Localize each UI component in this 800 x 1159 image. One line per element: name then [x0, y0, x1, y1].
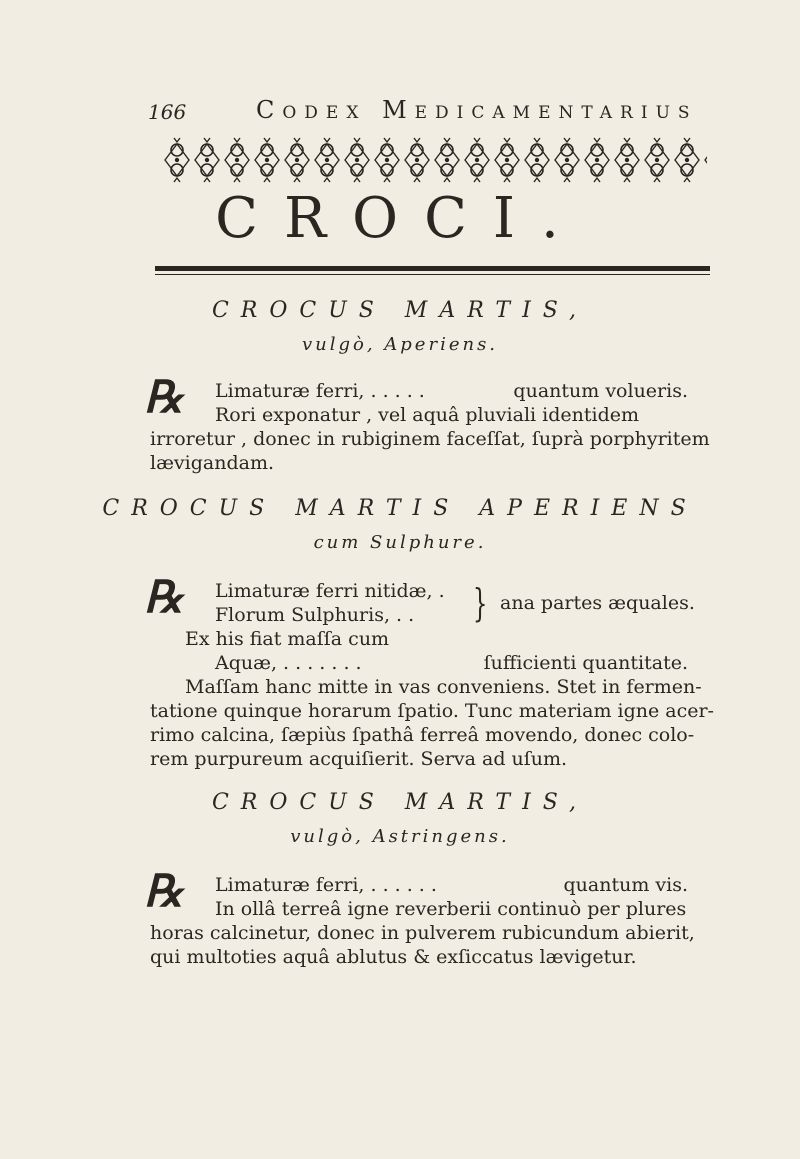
- entry2-line5: Maſſam hanc mitte in vas conveniens. Stet in fermen-: [185, 676, 702, 698]
- entry2-line7: rimo calcina, ſæpiùs ſpathâ ferreâ movendo, donec colo-: [150, 724, 695, 746]
- entry2-subtitle: cum Sulphure.: [313, 532, 487, 553]
- entry2-item1: Limaturæ ferri nitidæ, .: [215, 580, 445, 602]
- section-title: CROCI.: [215, 186, 585, 251]
- entry3-line1-right: quantum vis.: [563, 874, 688, 896]
- entry1-subtitle: vulgò, Aperiens.: [301, 334, 499, 355]
- ornament-band: [162, 136, 707, 184]
- running-title: Codex Medicamentarius: [256, 96, 698, 124]
- entry2-line4-right: ſufficienti quantitate.: [483, 652, 688, 674]
- recipe-symbol: ℞: [144, 572, 184, 623]
- entry2-line8: rem purpureum acquiſierit. Serva ad uſum.: [150, 748, 568, 770]
- entry1-line1-left: Limaturæ ferri, . . . . .: [215, 380, 425, 402]
- entry3-line1-left: Limaturæ ferri, . . . . . .: [215, 874, 437, 896]
- thin-rule: [155, 274, 710, 275]
- entry3-line4: qui multoties aquâ ablutus & exſiccatus lævigetur.: [150, 946, 637, 968]
- entry2-title: CROCUS MARTIS APERIENS: [102, 496, 698, 521]
- entry2-line6: tatione quinque horarum ſpatio. Tunc materiam igne acer-: [150, 700, 714, 722]
- entry1-line2: Rori exponatur , vel aquâ pluviali identidem: [215, 404, 639, 426]
- entry3-title: CROCUS MARTIS,: [211, 790, 589, 815]
- entry1-line3: irroretur , donec in rubiginem faceſſat, ſuprà porphyritem: [150, 428, 710, 450]
- entry1-line1-right: quantum volueris.: [513, 380, 688, 402]
- entry3-line2: In ollâ terreâ igne reverberii continuò per plures: [215, 898, 687, 920]
- entry1-line4: lævigandam.: [150, 452, 275, 474]
- entry2-line3: Ex his fiat maſſa cum: [185, 628, 390, 650]
- thick-rule: [155, 266, 710, 271]
- recipe-symbol: ℞: [144, 866, 184, 917]
- entry2-item2: Florum Sulphuris, . .: [215, 604, 415, 626]
- page-number: 166: [148, 100, 187, 124]
- recipe-symbol: ℞: [144, 372, 184, 423]
- entry2-brace-text: ana partes æquales.: [500, 592, 695, 614]
- entry3-line3: horas calcinetur, donec in pulverem rubicundum abierit,: [150, 922, 695, 944]
- entry1-title: CROCUS MARTIS,: [211, 298, 589, 323]
- entry3-subtitle: vulgò, Astringens.: [290, 826, 510, 847]
- entry2-line4-left: Aquæ, . . . . . . .: [215, 652, 362, 674]
- brace: }: [472, 581, 488, 625]
